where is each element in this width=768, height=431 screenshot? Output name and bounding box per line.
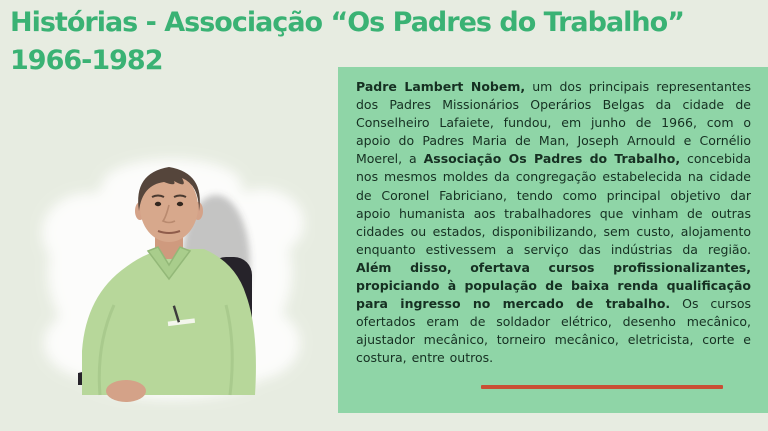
eye-left [155, 202, 161, 206]
eye-right [177, 202, 183, 206]
forearm [106, 380, 146, 402]
panel-paragraph: Padre Lambert Nobem, um dos principais representantes dos Padres Missionários Operários Belgas da cidade de Conselheiro Lafaiete, fundou, em junho de 1966, com o apoio do Padres Maria de Man, Joseph Arnould e Cornélio Moerel, a Associação Os Padres do Trabalho, concebida nos mesmos moldes da congregação estabelecida na cidade de Coronel Fabriciano, tendo como principal objetivo dar apoio humanista aos trabalhadores que vinham de outras cidades ou estados, disponibilizando, sem custo, alojamento enquanto estivessem a serviço das indústrias da região. Além disso, ofertava cursos profissionalizantes, propiciando à população de baixa renda qualificação para ingresso no mercado de trabalho. Os cursos ofertados eram de soldador elétrico, desenho mecânico, ajustador mecânico, torneiro mecânico, eletricista, corte e costura, entre outros. [356, 79, 751, 366]
portrait-photo [30, 145, 315, 410]
page-title-line2: 1966-1982 [10, 45, 163, 76]
divider-line [481, 385, 723, 389]
page-title-line1: Histórias - Associação “Os Padres do Trabalho” [10, 7, 684, 38]
text-panel [338, 67, 768, 413]
portrait-photo-graphic [30, 145, 315, 410]
